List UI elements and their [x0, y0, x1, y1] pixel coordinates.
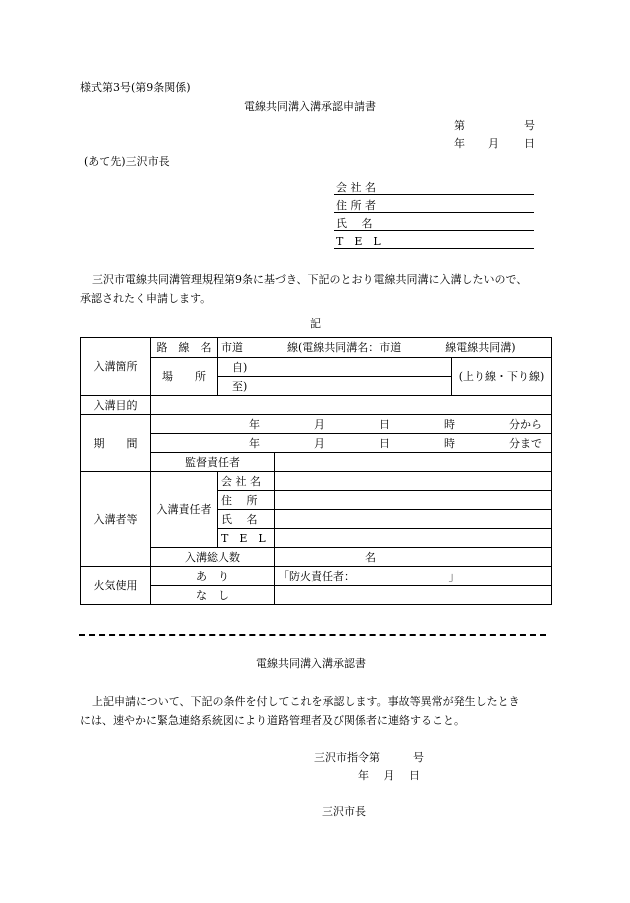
approval-mayor: 三沢市長: [322, 805, 366, 818]
period-from-year: 年: [249, 417, 260, 431]
period-to-hour: 時: [444, 436, 455, 450]
approval-text-line1: 上記申請について、下記の条件を付してこれを承認します。事故等異常が発生したとき: [92, 695, 520, 708]
applicant-address-label: 住 所 者: [336, 199, 376, 212]
total-persons-unit: 名: [275, 548, 552, 567]
total-persons-label: 入溝総人数: [151, 548, 275, 567]
applicant-company-label: 会 社 名: [336, 181, 376, 194]
number-suffix: 号: [524, 119, 535, 132]
application-table: [80, 337, 552, 605]
period-to-day: 日: [379, 436, 390, 450]
entry-manager-label: 入溝責任者: [151, 472, 218, 548]
addressee: (あて先)三沢市長: [84, 155, 170, 168]
manager-tel-label: T E L: [218, 529, 275, 548]
manager-address-label: 住 所: [218, 491, 275, 510]
manager-company-label: 会 社 名: [218, 472, 275, 491]
cut-line: [79, 634, 546, 636]
manager-name-value: [275, 510, 552, 529]
entry-place-label: 入溝箇所: [81, 338, 151, 396]
fire-no-option: な し: [151, 586, 275, 605]
request-text-line2: 承認されたく申請します。: [80, 292, 212, 305]
applicant-name-line: [334, 230, 534, 231]
route-name-value: 市道 線(電線共同溝名：市道 線電線共同溝): [218, 338, 552, 358]
manager-address-value: [275, 491, 552, 510]
request-text-line1: 三沢市電線共同溝管理規程第9条に基づき、下記のとおり電線共同溝に入溝したいので、: [92, 273, 528, 286]
fire-officer-field: 「防火責任者： 」: [275, 567, 552, 586]
document-title: 電線共同溝入溝承認申請書: [244, 100, 376, 113]
period-from-month: 月: [314, 417, 325, 431]
period-label: 期 間: [81, 415, 151, 472]
applicant-name-label: 氏 名: [336, 217, 373, 230]
manager-tel-value: [275, 529, 552, 548]
applicant-tel-line: [334, 248, 534, 249]
number-prefix: 第: [454, 119, 465, 132]
approval-title: 電線共同溝入溝承認書: [256, 657, 366, 670]
period-from-day: 日: [379, 417, 390, 431]
manager-name-label: 氏 名: [218, 510, 275, 529]
period-to-month: 月: [314, 436, 325, 450]
applicant-company-line: [334, 194, 534, 195]
period-to-row: [151, 434, 552, 453]
fire-yes-option: あ り: [151, 567, 275, 586]
supervisor-label: 監督責任者: [151, 453, 275, 472]
period-from-hour: 時: [444, 417, 455, 431]
direction-option: (上り線・下り線): [452, 358, 552, 396]
form-number: 様式第3号(第9条関係): [80, 81, 191, 94]
purpose-label: 入溝目的: [81, 396, 151, 415]
supervisor-value: [275, 453, 552, 472]
fire-no-blank: [275, 586, 552, 605]
approval-date: 年 月 日: [358, 769, 420, 782]
route-name-label: 路 線 名: [151, 338, 218, 358]
ki-heading: 記: [310, 317, 321, 330]
approval-text-line2: には、速やかに緊急連絡系統図により道路管理者及び関係者に連絡すること。: [80, 714, 465, 727]
approval-order-number: 三沢市指令第 号: [314, 751, 424, 764]
period-to-minute: 分まで: [509, 436, 542, 450]
period-to-year: 年: [249, 436, 260, 450]
entrants-label: 入溝者等: [81, 472, 151, 567]
period-from-minute: 分から: [509, 417, 542, 431]
location-label: 場 所: [151, 358, 218, 396]
date-year: 年: [454, 137, 465, 150]
date-day: 日: [524, 137, 535, 150]
applicant-tel-label: T E L: [336, 235, 381, 248]
fire-use-label: 火気使用: [81, 567, 151, 605]
manager-company-value: [275, 472, 552, 491]
date-month: 月: [488, 137, 499, 150]
period-from-row: [151, 415, 552, 434]
applicant-address-line: [334, 212, 534, 213]
purpose-value: [151, 396, 552, 415]
location-to: 至): [218, 377, 452, 396]
location-from: 自): [218, 358, 452, 377]
